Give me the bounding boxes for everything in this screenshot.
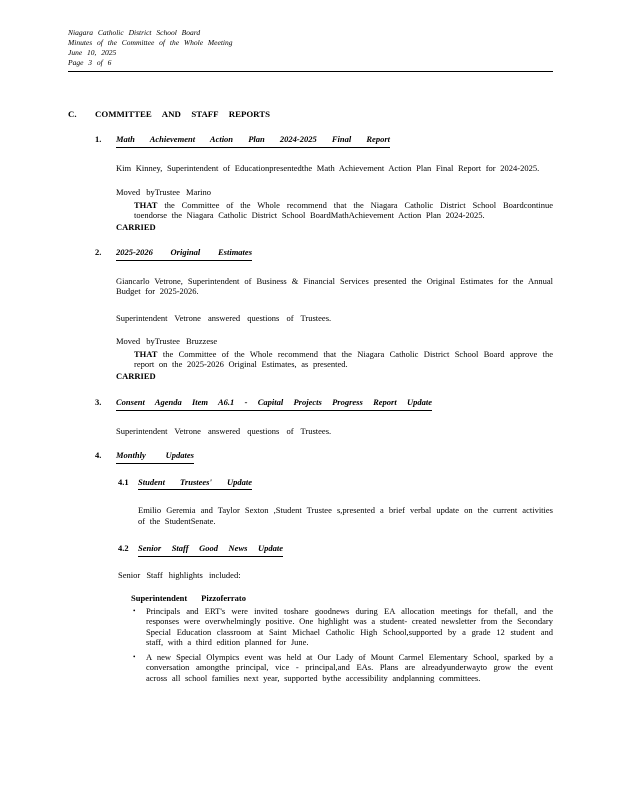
item4-1-heading-row [118,477,553,491]
item1-title: Math Achievement Action Plan 2024-2025 Final Report [116,134,390,148]
item2-paragraph: Giancarlo Vetrone, Superintendent of Business & Financial Services presented the Original Estimates for the Annual Budget for 2025-2026. [116,275,553,296]
staff-heading: Superintendent Pizzoferrato [131,593,246,603]
good-news-bullet-1-text: Principals and ERT's were invited toshare goodnews during EA allocation meetings for thefall, and the responses were overwhelmingly positive. One highlight was a student- created newsletter from the Secondary Special Education classroom at Saint Michael Catholic High School,supported by a grade 12 student and staff, with a third edition planned for June. [146,605,553,647]
item4-heading-row [95,450,553,464]
item3-questions-line: Superintendent Vetrone answered questions of Trustees. [116,425,332,436]
header-divider-rule [68,71,553,72]
header-board-name: Niagara Catholic District School Board [68,28,201,37]
item2-carried-label: CARRIED [116,370,156,381]
item2-number: 2. [95,247,102,257]
item4-1-paragraph: Emilio Geremia and Taylor Sexton ,Student Trustee s,presented a brief verbal update on the current activities of the StudentSenate. [138,505,553,526]
item4-2-heading-row [118,543,553,557]
item2-motion-text: the Committee of the Whole recommend that the Niagara Catholic District School Board approve the report on the 2025-2026 Original Estimates, as presented. [134,348,554,369]
item2-heading-row [95,247,553,261]
staff-heading-row [131,593,553,604]
item1-moved-line: Moved byTrustee Marino [116,187,212,197]
item4-2-title: Senior Staff Good News Update [138,543,283,557]
item2-moved-line: Moved byTrustee Bruzzese [116,336,218,346]
header-page-number: Page 3 of 6 [68,58,112,67]
item1-that-word: THAT [134,199,158,210]
item1-paragraph: Kim Kinney, Superintendent of Educationpresentedthe Math Achievement Action Plan Final Report for 2024-2025. [116,162,540,173]
page-header [68,28,553,68]
item2-title: 2025-2026 Original Estimates [116,247,252,261]
item3-number: 3. [95,397,102,407]
item2-motion-paragraph [134,349,553,370]
item3-heading-row [95,397,553,411]
bullet-icon: • [133,606,136,615]
item1-motion-paragraph [134,200,553,221]
item4-number: 4. [95,450,102,460]
bullet-icon: • [133,652,136,661]
good-news-bullet-2 [133,652,553,684]
good-news-bullet-2-text: A new Special Olympics event was held at Our Lady of Mount Carmel Elementary School, sparked by a conversation amongthe principal, vice - principal,and EAs. Plans are alreadyunderwayto grow the event across all school families next year, supported bythe accessibility andplanning committees. [146,651,553,683]
item4-2-number: 4.2 [118,543,129,553]
section-c-heading [68,109,553,120]
item4-1-title: Student Trustees' Update [138,477,252,491]
item1-heading-row [95,134,553,148]
good-news-bullet-1 [133,606,553,648]
item4-1-number: 4.1 [118,476,129,487]
item1-number: 1. [95,134,102,144]
header-meeting-date: June 10, 2025 [68,48,117,57]
item4-title: Monthly Updates [116,450,194,464]
item1-carried-label: CARRIED [116,221,156,232]
item1-motion-text: the Committee of the Whole recommend that the Niagara Catholic District School Boardcontinue toendorse the Niagara Catholic District School BoardMathAchievement Action Plan 2024-2025. [134,199,553,220]
section-c-letter: C. [68,109,77,119]
item2-that-word: THAT [134,348,158,359]
header-meeting-title: Minutes of the Committee of the Whole Meeting [68,38,233,47]
section-c-title: COMMITTEE AND STAFF REPORTS [95,109,270,119]
item3-title: Consent Agenda Item A6.1 - Capital Projects Progress Report Update [116,397,432,411]
item4-2-intro-line: Senior Staff highlights included: [118,569,241,580]
item2-questions-line: Superintendent Vetrone answered questions of Trustees. [116,312,332,323]
